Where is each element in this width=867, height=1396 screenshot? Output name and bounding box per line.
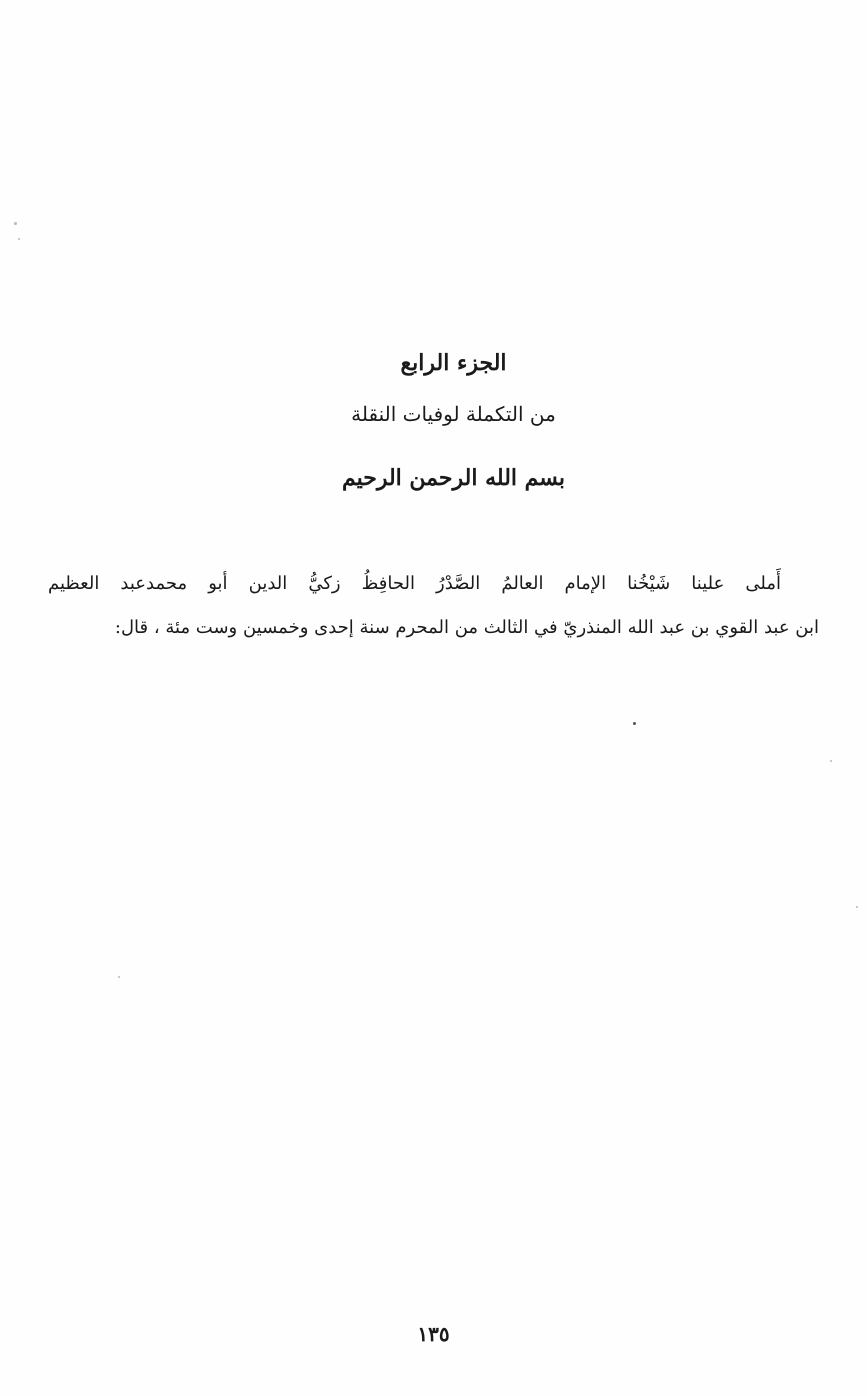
book-title: من التكملة لوفيات النقلة [351, 402, 556, 426]
scan-speck [856, 906, 858, 908]
body-line-1: أَملى علينا شَيْخُنا الإمام العالمُ الصَّدْرُ الحافِظُ زكيُّ الدين أبو محمدعبد العظيم [48, 573, 781, 594]
page-number: ١٣٥ [417, 1322, 450, 1346]
scan-speck [14, 222, 17, 225]
body-paragraph [48, 562, 819, 650]
basmala: بسم الله الرحمن الرحيم [341, 465, 566, 491]
scan-speck [633, 722, 636, 725]
part-title: الجزء الرابع [400, 350, 507, 376]
scan-speck [18, 238, 20, 240]
scan-speck [830, 760, 832, 762]
scan-speck [118, 976, 120, 978]
body-line-2: ابن عبد القوي بن عبد الله المنذريّ في الثالث من المحرم سنة إحدى وخمسين وست مئة ، قال: [114, 617, 819, 638]
